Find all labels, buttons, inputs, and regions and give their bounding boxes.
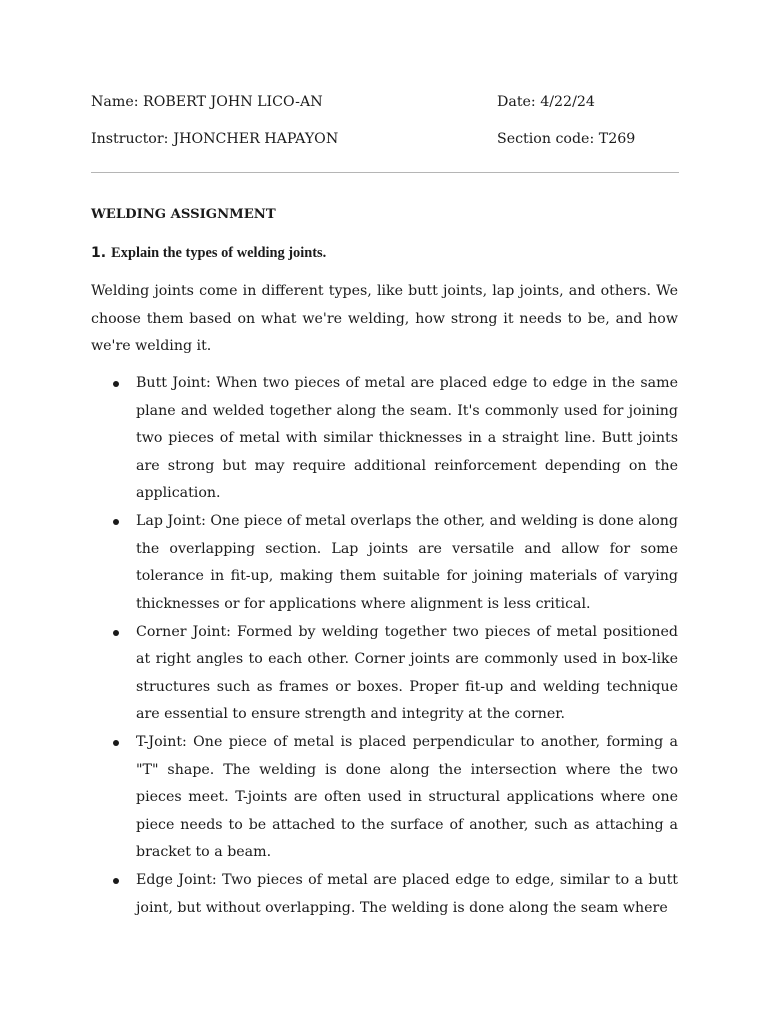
bullet-icon [113,519,119,525]
bullet-icon [113,381,119,387]
list-item-text: Lap Joint: One piece of metal overlaps the other, and welding is done along the overlapping section. Lap joints are versatile and allow for some tolerance in fit-up, making them suitable for joining materials of varying thicknesses or for applications where alignment is less critical. [136,513,678,612]
instructor [91,129,338,149]
intro-paragraph: Welding joints come in different types, like butt joints, lap joints, and others. We choose them based on what we're welding, how strong it needs to be, and how we're welding it. [91,283,678,354]
header-row-2 [91,129,679,149]
list-item-corner-joint [91,619,678,729]
question-heading [91,242,326,263]
list-item-butt-joint [91,370,678,508]
instructor-label: Instructor: [91,131,169,147]
list-item-text: T-Joint: One piece of metal is placed perpendicular to another, forming a "T" shape. The welding is done along the intersection where the two pieces meet. T-joints are often used in structural applications where one piece needs to be attached to the surface of another, such as attaching a bracket to a beam. [136,734,678,860]
bullet-icon [113,878,119,884]
question-number: 1. [91,245,107,261]
header-divider [91,172,679,173]
list-item-t-joint [91,729,678,867]
joint-types-list [91,370,678,923]
list-item-text: Edge Joint: Two pieces of metal are placed edge to edge, similar to a butt joint, but without overlapping. The welding is done along the seam where [136,872,678,916]
assignment-title: WELDING ASSIGNMENT [91,207,276,222]
list-item-lap-joint [91,508,678,618]
list-item-text: Butt Joint: When two pieces of metal are placed edge to edge in the same plane and welded together along the seam. It's commonly used for joining two pieces of metal with similar thicknesses in a straight line. Butt joints are strong but may require additional reinforcement depending on the application. [136,375,678,501]
assignment-date: Date: 4/22/24 [497,94,595,110]
header-row-1 [91,92,679,112]
student-name: Name: ROBERT JOHN LICO-AN [91,94,323,110]
list-item-text: Corner Joint: Formed by welding together two pieces of metal positioned at right angles to each other. Corner joints are commonly used in box-like structures such as frames or boxes. Proper fit-up and welding technique are essential to ensure strength and integrity at the corner. [136,623,678,722]
section-code: Section code: T269 [497,131,636,147]
instructor-name: JHONCHER HAPAYON [173,131,339,147]
list-item-edge-joint [91,867,678,922]
bullet-icon [113,740,119,746]
question-text: Explain the types of welding joints. [111,245,327,261]
bullet-icon [113,630,119,636]
